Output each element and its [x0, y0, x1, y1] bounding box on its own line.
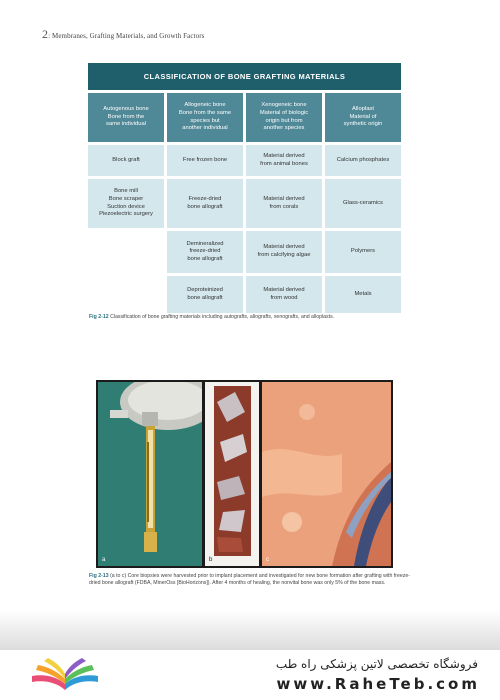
banner-store-title: فروشگاه تخصصی لاتین پزشکی راه طب	[275, 657, 478, 671]
col-heading-autogenous: Autogenous bone Bone from the same individual	[88, 93, 164, 142]
table-cell: Free frozen bone	[167, 145, 243, 176]
histology-photo	[262, 382, 391, 566]
panel-letter-a: a	[102, 557, 106, 563]
core-biopsy-photo	[205, 382, 259, 566]
trephine-photo	[98, 382, 202, 566]
histology-panel-c	[262, 382, 391, 566]
panel-letter-c: c	[266, 557, 269, 563]
caption-text: Classification of bone grafting materials including autografts, allografts, xenografts, and alloplasts.	[110, 314, 335, 320]
empty-cell	[88, 231, 164, 273]
col-heading-allogeneic: Allogeneic bone Bone from the same species but another individual	[167, 93, 243, 142]
table-cell: Calcium phosphates	[325, 145, 401, 176]
banner-website-url: www.RaheTeb.com	[276, 675, 480, 693]
figure-caption-2-13	[89, 573, 419, 587]
watermark-banner	[0, 650, 500, 700]
caption-label: Fig 2-12	[89, 314, 109, 320]
caption-label: Fig 2-13	[89, 573, 109, 579]
table-cell: Polymers	[325, 231, 401, 273]
book-logo-icon	[30, 656, 100, 694]
table-cell: Material derived from animal bones	[246, 145, 322, 176]
classification-table	[88, 93, 401, 313]
table-cell: Material derived from calcifying algae	[246, 231, 322, 273]
photo-panel-b	[205, 382, 259, 566]
figure-caption-2-12	[89, 314, 419, 320]
table-cell: Deproteinized bone allograft	[167, 276, 243, 313]
table-cell: Glass-ceramics	[325, 179, 401, 228]
table-cell: Material derived from corals	[246, 179, 322, 228]
page-bottom-fade	[0, 610, 500, 650]
page-number: 2	[42, 27, 49, 41]
running-title: : Membranes, Grafting Materials, and Growth Factors	[48, 32, 205, 40]
photo-panel-a	[98, 382, 202, 566]
running-header	[42, 27, 204, 42]
table-cell: Block graft	[88, 145, 164, 176]
caption-text: (a to c) Core biopsies were harvested prior to implant placement and investigated for new bone formation after grafting with freeze-dried bone allograft (FDBA, MinerOss [BioHorizons]). After 4 months of healing, the nonvital bone was only 5% of the bone mass.	[89, 573, 410, 587]
table-cell: Bone mill Bone scraper Suction device Piezoelectric surgery	[88, 179, 164, 228]
table-cell: Material derived from wood	[246, 276, 322, 313]
empty-cell	[88, 276, 164, 313]
panel-letter-b: b	[209, 557, 213, 563]
table-cell: Demineralized freeze-dried bone allograft	[167, 231, 243, 273]
col-heading-xenogeneic: Xenogeneic bone Material of biologic origin but from another species	[246, 93, 322, 142]
table-title: CLASSIFICATION OF BONE GRAFTING MATERIALS	[88, 63, 401, 90]
col-heading-alloplast: Alloplast Material of synthetic origin	[325, 93, 401, 142]
table-cell: Metals	[325, 276, 401, 313]
table-cell: Freeze-dried bone allograft	[167, 179, 243, 228]
